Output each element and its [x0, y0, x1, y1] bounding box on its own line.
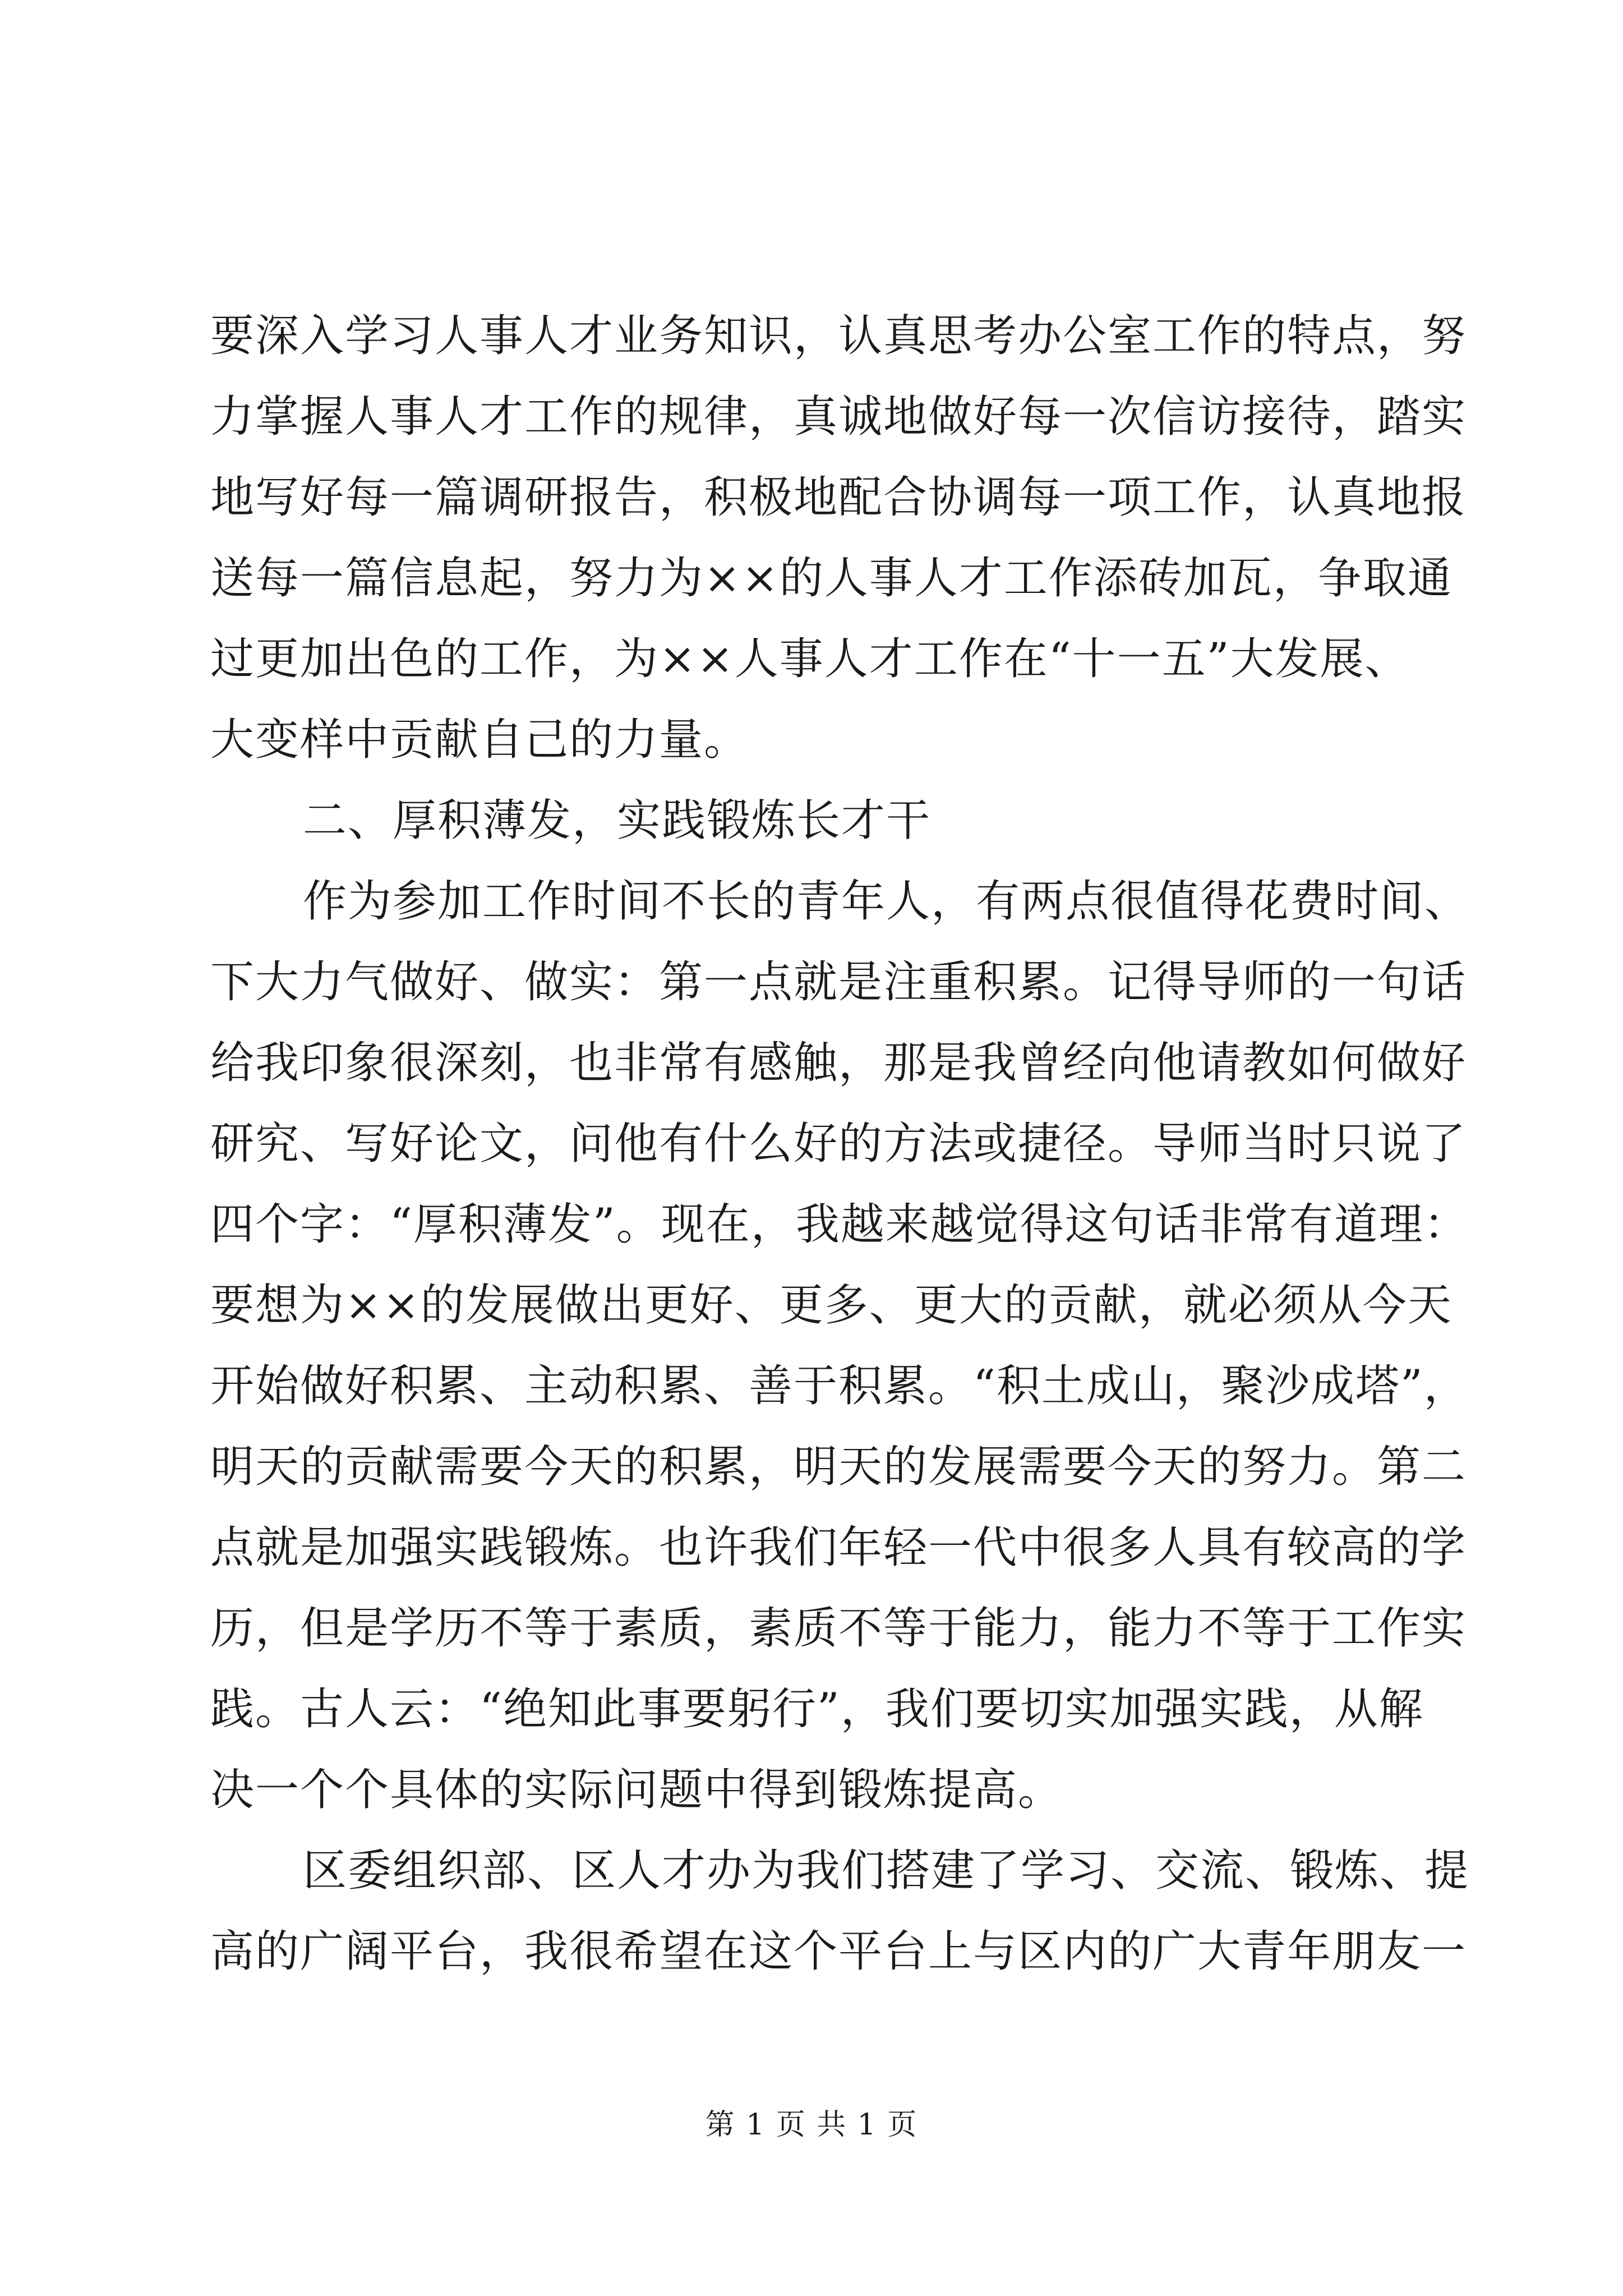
body-text-line: 力掌握人事人才工作的规律，真诚地做好每一次信访接待，踏实	[210, 392, 1467, 442]
body-text-line: 践。古人云：“绝知此事要躬行”，我们要切实加强实践，从解	[210, 1684, 1424, 1734]
body-text-line: 过更加出色的工作，为××人事人才工作在“十一五”大发展、	[210, 634, 1410, 684]
body-text-line: 要深入学习人事人才业务知识，认真思考办公室工作的特点，努	[210, 311, 1467, 361]
body-text-line: 历，但是学历不等于素质，素质不等于能力，能力不等于工作实	[210, 1603, 1467, 1654]
body-text-line: 送每一篇信息起，努力为××的人事人才工作添砖加瓦，争取通	[210, 553, 1453, 604]
body-text-line: 决一个个具体的实际问题中得到锻炼提高。	[210, 1765, 1063, 1815]
page-footer: 第 1 页 共 1 页	[705, 2108, 918, 2142]
body-text-line: 给我印象很深刻，也非常有感触，那是我曾经向他请教如何做好	[210, 1038, 1467, 1088]
body-text-line: 区委组织部、区人才办为我们搭建了学习、交流、锻炼、提	[303, 1846, 1470, 1896]
body-text-line: 大变样中贡献自己的力量。	[210, 715, 749, 765]
body-text-line: 研究、写好论文，问他有什么好的方法或捷径。导师当时只说了	[210, 1119, 1467, 1169]
body-text-line: 地写好每一篇调研报告，积极地配合协调每一项工作，认真地报	[210, 472, 1467, 523]
body-text-line: 作为参加工作时间不长的青年人，有两点很值得花费时间、	[303, 876, 1470, 927]
body-text-line: 要想为××的发展做出更好、更多、更大的贡献，就必须从今天	[210, 1280, 1453, 1331]
body-text-line: 下大力气做好、做实：第一点就是注重积累。记得导师的一句话	[210, 957, 1467, 1007]
body-text-line: 明天的贡献需要今天的积累，明天的发展需要今天的努力。第二	[210, 1442, 1467, 1492]
body-text-line: 四个字：“厚积薄发”。现在，我越来越觉得这句话非常有道理：	[210, 1199, 1469, 1250]
body-text-line: 点就是加强实践锻炼。也许我们年轻一代中很多人具有较高的学	[210, 1522, 1467, 1573]
section-heading: 二、厚积薄发，实践锻炼长才干	[303, 795, 932, 846]
body-text-line: 开始做好积累、主动积累、善于积累。“积土成山，聚沙成塔”，	[210, 1361, 1469, 1411]
body-text-line: 高的广阔平台，我很希望在这个平台上与区内的广大青年朋友一	[210, 1926, 1467, 1977]
